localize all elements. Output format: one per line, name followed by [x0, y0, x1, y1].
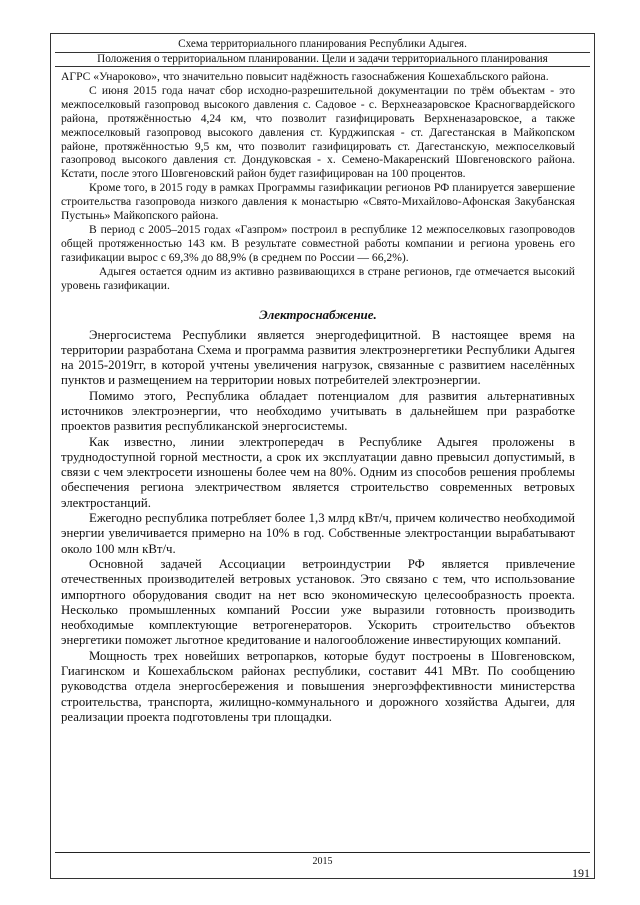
footer-divider [55, 852, 590, 853]
paragraph: Как известно, линии электропередач в Республике Адыгея проложены в труднодоступной горной местности, а срок их эксплуатации давно превысил допустимый, в связи с чем электросети изношены более чем на 80%. Одним из способов решения проблемы обеспечения региона электричеством является строительство современных ветровых электростанций. [61, 434, 575, 510]
header-divider-bottom [55, 66, 590, 67]
footer-year: 2015 [312, 856, 333, 867]
paragraph: АГРС «Унароково», что значительно повысит надёжность газоснабжения Кошехабльского района. [61, 70, 549, 83]
document-body [61, 70, 575, 725]
paragraph: С июня 2015 года начат сбор исходно-разрешительной документации по трём объектам - это межпоселковый газопровод высокого давления с. Садовое - с. Верхнеазаровское Красногвардейского района, протяжённостью 4,24 км, что позволит газифицировать Верхненазаровское, а также межпоселковый газопровод высокого давления ст. Курджипская - ст. Дагестанская в Майкопском районе, протяжённостью 9,5 км, что позволит газифицировать ст. Дагестанскую, межпоселковый газопровод высокого давления ст. Дондуковская - х. Семено-Макаренский Шовгеновского района. Кстати, после этого Шовгеновский район будет газифицирован на 100 процентов. [61, 83, 575, 181]
paragraph: Основной задачей Ассоциации ветроиндустрии РФ является привлечение отечественных производителей ветровых установок. Это связано с тем, что использование импортного оборудования сводит на нет всю экономическую целесообразность проекта. Несколько промышленных компаний России уже выразили готовность производить необходимые комплектующие ветрогенераторов. Ускорить строительство объектов энергетики поможет льготное кредитование и налогообложение инвестирующих компаний. [61, 556, 575, 648]
header-line-2: Положения о территориальном планировании. Цели и задачи территориального планирования [97, 53, 548, 65]
paragraph: Кроме того, в 2015 году в рамках Программы газификации регионов РФ планируется завершение строительства газопровода низкого давления к монастырю «Свято-Михайлово-Афонская Закубанская Пустынь» Майкопского района. [61, 181, 575, 223]
paragraph: Адыгея остается одним из активно развивающихся в стране регионов, где отмечается высокий уровень газификации. [61, 264, 575, 292]
paragraph: Помимо этого, Республика обладает потенциалом для развития альтернативных источников электроэнергии, что необходимо учитывать в дальнейшем при разработке проектов развития республиканской энергосистемы. [61, 388, 575, 434]
section-title: Электроснабжение. [259, 306, 377, 322]
page-header [55, 38, 590, 67]
paragraph: Энергосистема Республики является энергодефицитной. В настоящее время на территории разработана Схема и программа развития электроэнергетики Республики Адыгея на 2015-2019гг, в которой учтены увеличения нагрузок, связанные с развитием населённых пунктов и размещением на территории новых потребителей электроэнергии. [61, 327, 575, 388]
paragraph: Ежегодно республика потребляет более 1,3 млрд кВт/ч, причем количество необходимой энергии увеличивается примерно на 10% в год. Собственные электростанции вырабатывают около 100 млн кВт/ч. [61, 511, 575, 556]
page-number: 191 [572, 866, 590, 880]
paragraph: В период с 2005–2015 годах «Газпром» построил в республике 12 межпоселковых газопроводов общей протяженностью 143 км. В результате совместной работы компании и региона уровень его газификации вырос с 69,3% до 88,9% (в среднем по России — 66,2%). [61, 222, 575, 264]
paragraph: Мощность трех новейших ветропарков, которые будут построены в Шовгеновском, Гиагинском и Кошехабльском районах республики, составит 441 МВт. По сообщению руководства отдела энергосбережения и повышения энергоэффективности министерства строительства, транспорта, жилищно-коммунального и дорожного хозяйства Адыгеи, для реализации проекта подготовлены три площадки. [61, 648, 575, 724]
header-line-1: Схема территориального планирования Республики Адыгея. [178, 38, 467, 50]
